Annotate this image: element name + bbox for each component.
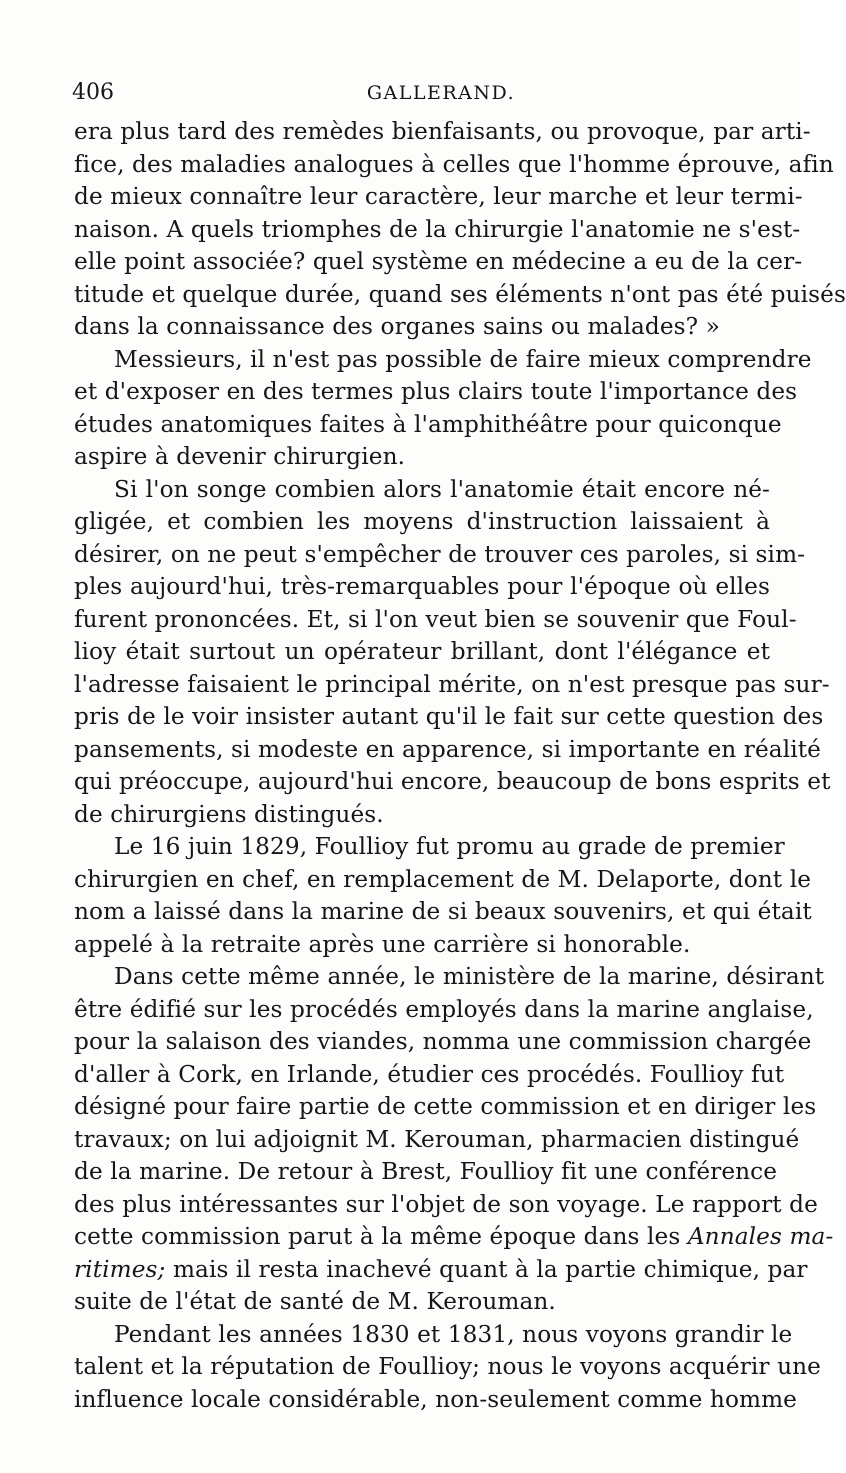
text-line xyxy=(74,734,821,767)
line-text: gligée, et combien les moyens d'instruction laissaient à xyxy=(74,508,770,535)
line-text: de la marine. De retour à Brest, Foullioy fit une conférence xyxy=(74,1158,778,1185)
text-line xyxy=(74,831,785,864)
line-text: travaux; on lui adjoignit M. Kerouman, pharmacien distingué xyxy=(74,1125,800,1153)
line-text: talent et la réputation de Foullioy; nous le voyons acquérir une xyxy=(74,1353,821,1380)
text-line xyxy=(74,376,798,409)
italic-title: Annales ma- xyxy=(687,1223,834,1250)
page-header xyxy=(74,78,768,108)
text-line xyxy=(74,766,831,799)
line-text: cette commission parut à la même époque dans les xyxy=(74,1223,688,1250)
line-text: et d'exposer en des termes plus clairs toute l'importance des xyxy=(74,378,798,405)
line-text: Le 16 juin 1829, Foullioy fut promu au grade de premier xyxy=(114,833,785,860)
page-number: 406 xyxy=(72,80,114,105)
text-line xyxy=(74,669,830,702)
line-text: pour la salaison des viandes, nomma une commission chargée xyxy=(74,1028,812,1055)
text-line xyxy=(74,181,803,214)
text-line xyxy=(74,214,801,247)
line-text: influence locale considérable, non-seulement comme homme xyxy=(74,1385,797,1413)
text-line xyxy=(74,344,812,377)
text-line xyxy=(74,1059,785,1092)
line-text: era plus tard des remèdes bienfaisants, ou provoque, par arti- xyxy=(74,118,811,145)
text-line xyxy=(74,1091,817,1124)
line-text: qui préoccupe, aujourd'hui encore, beaucoup de bons esprits et xyxy=(74,768,831,795)
line-text: elle point associée? quel système en médecine a eu de la cer- xyxy=(74,248,803,275)
text-line xyxy=(74,929,770,962)
line-text: d'aller à Cork, en Irlande, étudier ces procédés. Foullioy fut xyxy=(74,1060,785,1088)
line-text: désirer, on ne peut s'empêcher de trouver ces paroles, si sim- xyxy=(74,540,806,568)
text-line xyxy=(74,149,834,182)
line-text: naison. A quels triomphes de la chirurgie l'anatomie ne s'est- xyxy=(74,215,801,243)
line-text: de chirurgiens distingués. xyxy=(74,800,384,828)
text-line xyxy=(74,474,770,507)
body-text xyxy=(74,116,846,1416)
text-line xyxy=(74,539,806,572)
line-text: Messieurs, il n'est pas possible de faire mieux comprendre xyxy=(114,345,812,373)
text-line xyxy=(74,1156,778,1189)
text-line xyxy=(74,961,825,994)
text-line xyxy=(74,701,824,734)
text-line xyxy=(74,1026,812,1059)
line-text: pansements, si modeste en apparence, si importante en réalité xyxy=(74,735,821,763)
line-text: être édifié sur les procédés employés dans la marine anglaise, xyxy=(74,995,814,1023)
line-text: appelé à la retraite après une carrière si honorable. xyxy=(74,930,691,958)
line-text: furent prononcées. Et, si l'on veut bien se souvenir que Foul- xyxy=(74,605,797,633)
line-text: aspire à devenir chirurgien. xyxy=(74,443,406,470)
text-line xyxy=(74,116,811,149)
text-line xyxy=(74,1221,834,1254)
text-line xyxy=(74,279,846,312)
text-line xyxy=(74,1384,797,1417)
line-text: lioy était surtout un opérateur brillant, dont l'élégance et xyxy=(74,638,770,665)
text-line xyxy=(74,441,770,474)
text-line xyxy=(74,994,814,1027)
text-line xyxy=(74,799,770,832)
line-text: fice, des maladies analogues à celles que l'homme éprouve, afin xyxy=(74,150,834,178)
italic-title: ritimes; xyxy=(74,1255,166,1283)
text-line xyxy=(74,604,797,637)
text-line xyxy=(74,311,770,344)
line-text: nom a laissé dans la marine de si beaux souvenirs, et qui était xyxy=(74,898,812,925)
line-text-continued: mais il resta inachevé quant à la partie chimique, par xyxy=(165,1255,808,1283)
line-text: de mieux connaître leur caractère, leur marche et leur termi- xyxy=(74,183,803,210)
text-line xyxy=(74,246,803,279)
line-text: des plus intéressantes sur l'objet de son voyage. Le rapport de xyxy=(74,1190,818,1218)
text-line xyxy=(74,1254,808,1287)
text-line xyxy=(74,571,770,604)
line-text: chirurgien en chef, en remplacement de M. Delaporte, dont le xyxy=(74,865,812,893)
text-line xyxy=(74,506,770,539)
line-text: Dans cette même année, le ministère de la marine, désirant xyxy=(114,963,825,990)
text-line xyxy=(74,1319,793,1352)
text-line xyxy=(74,896,812,929)
line-text: suite de l'état de santé de M. Kerouman. xyxy=(74,1288,556,1315)
line-text: pris de le voir insister autant qu'il le fait sur cette question des xyxy=(74,703,824,730)
line-text: titude et quelque durée, quand ses éléments n'ont pas été puisés xyxy=(74,280,846,308)
text-line xyxy=(74,864,812,897)
text-line xyxy=(74,1351,821,1384)
line-text: Pendant les années 1830 et 1831, nous voyons grandir le xyxy=(114,1320,793,1348)
text-line xyxy=(74,1286,770,1319)
text-line xyxy=(74,409,782,442)
line-text: dans la connaissance des organes sains ou malades? » xyxy=(74,313,720,340)
line-text: désigné pour faire partie de cette commission et en diriger les xyxy=(74,1093,817,1120)
line-text: Si l'on songe combien alors l'anatomie était encore né- xyxy=(114,475,770,503)
text-line xyxy=(74,1124,800,1157)
line-text: études anatomiques faites à l'amphithéâtre pour quiconque xyxy=(74,410,782,438)
text-line xyxy=(74,1189,818,1222)
running-title: GALLERAND. xyxy=(366,82,516,104)
line-text: ples aujourd'hui, très-remarquables pour l'époque où elles xyxy=(74,573,770,600)
text-line xyxy=(74,636,770,669)
line-text: l'adresse faisaient le principal mérite, on n'est presque pas sur- xyxy=(74,670,830,698)
